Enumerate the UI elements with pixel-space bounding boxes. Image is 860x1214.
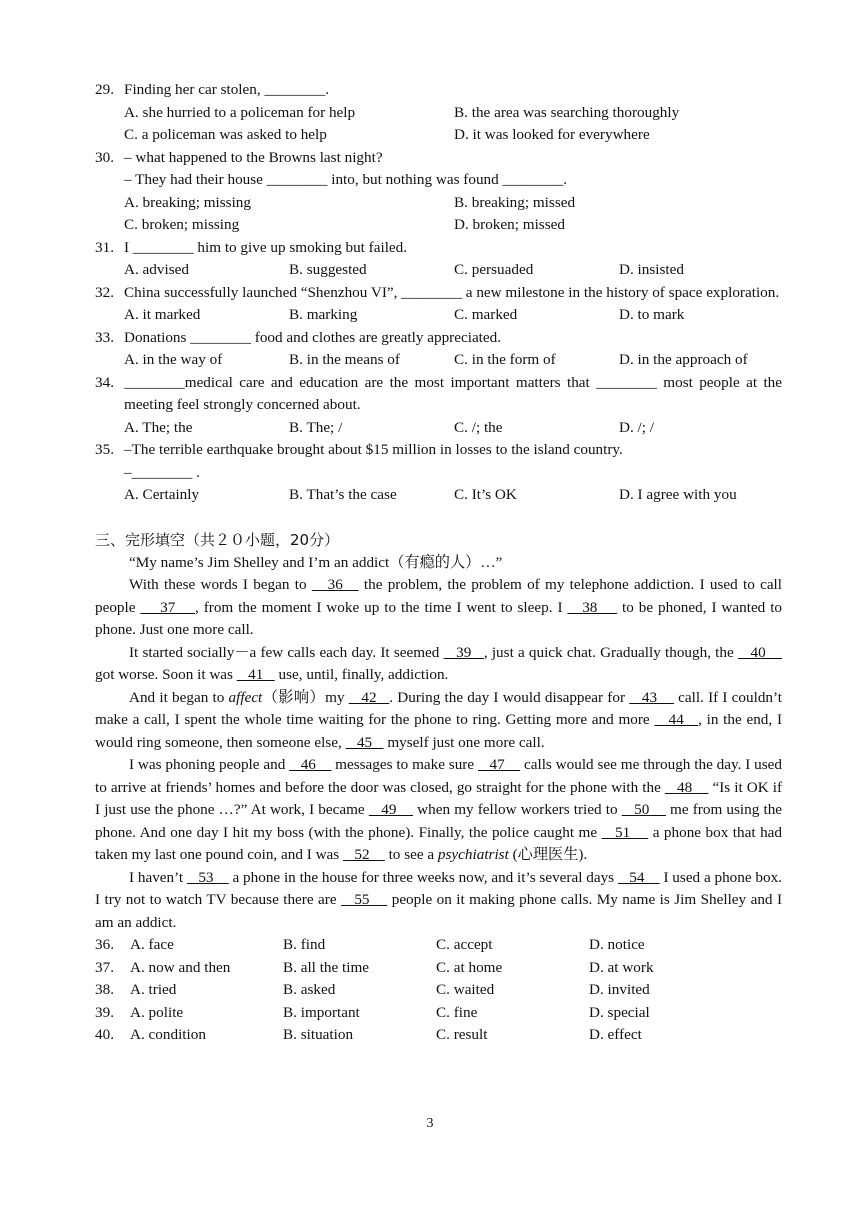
option-d: D. to mark — [619, 306, 685, 323]
passage-text: to see a — [384, 846, 438, 863]
options-row — [95, 417, 782, 440]
question-stem-row — [95, 439, 782, 462]
passage-text: got worse. Soon it was — [95, 666, 237, 683]
option-c: C. It’s OK — [454, 486, 517, 503]
question-block — [95, 147, 782, 237]
blank-number: 52 — [343, 846, 385, 863]
cloze-number: 37. — [95, 958, 114, 976]
options-row — [95, 124, 782, 147]
question-stem: – They had their house ________ into, but nothing was found ________. — [124, 171, 568, 188]
question-block — [95, 439, 782, 507]
option-a: A. advised — [124, 261, 189, 278]
options-row — [95, 304, 782, 327]
question-stem-row — [95, 147, 782, 170]
passage-text: myself just one more call. — [383, 733, 545, 751]
exam-page — [95, 79, 782, 1047]
cloze-option-row — [95, 1002, 782, 1025]
option-a: A. in the way of — [124, 351, 223, 368]
passage-text: the problem, the problem of my telephone addiction. I used to call people — [95, 576, 782, 616]
option-a: A. The; the — [124, 418, 193, 436]
passage-text: And it began to — [129, 688, 229, 706]
blank-number: 38 — [567, 598, 618, 616]
cloze-option-row — [95, 957, 782, 980]
passage-paragraph-6 — [95, 867, 782, 935]
blank-number: 43 — [629, 688, 674, 706]
option-a: A. polite — [130, 1003, 184, 1021]
passage-paragraph-4 — [95, 687, 782, 755]
passage-text: , just a quick chat. Gradually though, the — [483, 643, 738, 661]
question-block — [95, 237, 782, 282]
question-stem: –The terrible earthquake brought about $15 million in losses to the island country. — [124, 441, 623, 458]
question-block — [95, 327, 782, 372]
option-a: A. it marked — [124, 306, 201, 323]
option-b: B. marking — [289, 306, 358, 323]
option-c: C. waited — [436, 981, 495, 998]
question-stem: Donations ________ food and clothes are greatly appreciated. — [124, 328, 502, 346]
option-b: B. the area was searching thoroughly — [454, 103, 680, 121]
question-stem: China successfully launched “Shenzhou VI”, ________ a new milestone in the history of space exploration. — [124, 283, 780, 301]
cloze-passage — [95, 552, 782, 935]
option-d: D. it was looked for everywhere — [454, 126, 650, 143]
passage-text: , in the end, I would ring someone, then someone else, — [95, 711, 783, 751]
passage-text: me from using the phone. And one day I hit my boss (with the phone). Finally, the police caught me — [95, 801, 783, 841]
passage-text: With these words I began to — [129, 576, 312, 593]
option-c: C. accept — [436, 936, 493, 953]
cloze-option-row — [95, 979, 782, 1002]
option-d: D. I agree with you — [619, 486, 737, 503]
option-d: D. notice — [589, 936, 645, 953]
blank-number: 44 — [654, 711, 699, 728]
option-b: B. The; / — [289, 418, 343, 436]
option-d: D. broken; missed — [454, 216, 565, 233]
option-a: A. tried — [130, 981, 177, 998]
option-c: C. broken; missing — [124, 216, 240, 233]
blank-number: 46 — [289, 756, 332, 773]
options-row — [95, 484, 782, 507]
blank-number: 37 — [140, 598, 195, 616]
option-a: A. face — [130, 936, 174, 953]
italic-term: affect — [228, 688, 263, 706]
option-d: D. invited — [589, 981, 650, 998]
multiple-choice-section — [95, 79, 782, 507]
option-b: B. suggested — [289, 261, 367, 278]
cloze-options — [95, 934, 782, 1047]
option-a: A. now and then — [130, 958, 231, 976]
option-b: B. in the means of — [289, 351, 400, 368]
question-number — [95, 169, 124, 192]
passage-text: messages to make sure — [331, 756, 478, 773]
passage-text: , from the moment I woke up to the time I went to sleep. I — [194, 598, 568, 616]
question-stem-row — [95, 79, 782, 102]
option-d: D. at work — [589, 958, 654, 976]
option-b: B. asked — [283, 981, 336, 998]
question-block — [95, 79, 782, 147]
page-number: 3 — [426, 1116, 434, 1131]
question-block — [95, 372, 782, 440]
options-row — [95, 102, 782, 125]
option-b: B. all the time — [283, 958, 370, 976]
blank-number: 55 — [341, 891, 388, 908]
question-number — [95, 462, 124, 485]
options-row — [95, 192, 782, 215]
option-c: C. at home — [436, 958, 503, 976]
passage-text: use, until, finally, addiction. — [274, 666, 449, 683]
spacer — [95, 507, 782, 530]
question-stem: Finding her car stolen, ________. — [124, 81, 330, 98]
question-number: 32. — [95, 283, 114, 301]
cloze-option-row — [95, 1024, 782, 1047]
option-d: D. effect — [589, 1026, 642, 1043]
blank-number: 41 — [236, 666, 275, 683]
option-b: B. important — [283, 1003, 360, 1021]
passage-text: I haven’t — [129, 868, 187, 886]
question-number: 35. — [95, 441, 114, 458]
option-a: A. condition — [130, 1026, 206, 1043]
option-d: D. special — [589, 1003, 650, 1021]
option-a: A. she hurried to a policeman for help — [124, 103, 356, 121]
option-d: D. insisted — [619, 261, 684, 278]
passage-text: It started socially－a few calls each day. It seemed — [129, 643, 444, 661]
options-row — [95, 214, 782, 237]
option-c: C. a policeman was asked to help — [124, 126, 327, 143]
question-stem: ________medical care and education are the most important matters that ________ most people at the meeting feel strongly concerned about. — [124, 373, 782, 413]
blank-number: 54 — [617, 868, 660, 886]
section-title: 三、完形填空（共２０小题，20分） — [95, 531, 340, 549]
question-stem: –________ . — [124, 463, 200, 481]
option-c: C. fine — [436, 1003, 478, 1021]
blank-number: 42 — [348, 688, 390, 706]
option-b: B. breaking; missed — [454, 193, 576, 211]
passage-text: when my fellow workers tried to — [413, 801, 622, 818]
option-c: C. persuaded — [454, 261, 534, 278]
question-stem-row — [95, 237, 782, 260]
passage-text: I used a phone box. I try not to watch TV because there are — [95, 868, 782, 908]
option-a: A. Certainly — [124, 486, 200, 503]
passage-paragraph-2 — [95, 574, 782, 642]
question-number: 31. — [95, 238, 114, 256]
passage-paragraph-5 — [95, 754, 782, 867]
option-c: C. marked — [454, 306, 518, 323]
blank-number: 39 — [443, 643, 484, 661]
option-c: C. /; the — [454, 418, 503, 436]
passage-paragraph-1: “My name’s Jim Shelley and I’m an addict（有瘾的人）…” — [129, 553, 503, 571]
question-number: 30. — [95, 148, 114, 166]
option-b: B. find — [283, 936, 326, 953]
passage-text: a phone box that had taken my last one pound coin, and I was — [95, 823, 782, 863]
question-stem-row — [95, 327, 782, 350]
option-d: D. in the approach of — [619, 351, 748, 368]
option-c: C. result — [436, 1026, 488, 1043]
option-a: A. breaking; missing — [124, 193, 251, 211]
cloze-number: 40. — [95, 1026, 114, 1043]
passage-paragraph-3 — [95, 642, 782, 687]
options-row — [95, 259, 782, 282]
blank-number: 40 — [737, 643, 783, 661]
question-stem-row — [95, 282, 782, 305]
cloze-number: 39. — [95, 1003, 114, 1021]
cloze-number: 36. — [95, 936, 114, 953]
passage-text: (心理医生). — [508, 846, 588, 863]
blank-number: 45 — [345, 733, 384, 751]
question-stem: I ________ him to give up smoking but failed. — [124, 238, 408, 256]
options-row — [95, 349, 782, 372]
blank-number: 50 — [621, 801, 666, 818]
blank-number: 53 — [186, 868, 229, 886]
question-block — [95, 282, 782, 327]
question-stem: – what happened to the Browns last night? — [124, 148, 383, 166]
passage-text: to be phoned, I wanted to phone. Just one more call. — [95, 598, 783, 638]
blank-number: 51 — [601, 823, 649, 841]
passage-text: “Is it OK if I just use the phone …?” At work, I became — [95, 778, 783, 818]
option-c: C. in the form of — [454, 351, 556, 368]
question-number: 33. — [95, 328, 114, 346]
question-stem-row — [95, 169, 782, 192]
passage-text: calls would see me through the day. I used to arrive at friends’ homes and before the door was closed, go straight for the phone with the — [95, 756, 783, 796]
italic-term: psychiatrist — [437, 846, 509, 863]
question-number: 29. — [95, 81, 114, 98]
cloze-option-row — [95, 934, 782, 957]
blank-number: 49 — [368, 801, 414, 818]
passage-text: I was phoning people and — [129, 756, 290, 773]
cloze-number: 38. — [95, 981, 114, 998]
passage-text: （影响）my — [262, 688, 349, 706]
option-b: B. situation — [283, 1026, 354, 1043]
question-stem-row — [95, 372, 782, 417]
passage-text: call. If I couldn’t make a call, I spent the whole time waiting for the phone to ring. Getting more and more — [95, 688, 783, 728]
option-b: B. That’s the case — [289, 486, 397, 503]
blank-number: 47 — [477, 756, 521, 773]
passage-text: . During the day I would disappear for — [389, 688, 630, 706]
question-stem-row — [95, 462, 782, 485]
question-number: 34. — [95, 373, 114, 391]
passage-text: a phone in the house for three weeks now, and it’s several days — [228, 868, 618, 886]
passage-text: people on it making phone calls. My name is Jim Shelley and I am an addict. — [95, 891, 782, 931]
blank-number: 48 — [664, 778, 709, 796]
blank-number: 36 — [311, 576, 359, 593]
option-d: D. /; / — [619, 418, 655, 436]
